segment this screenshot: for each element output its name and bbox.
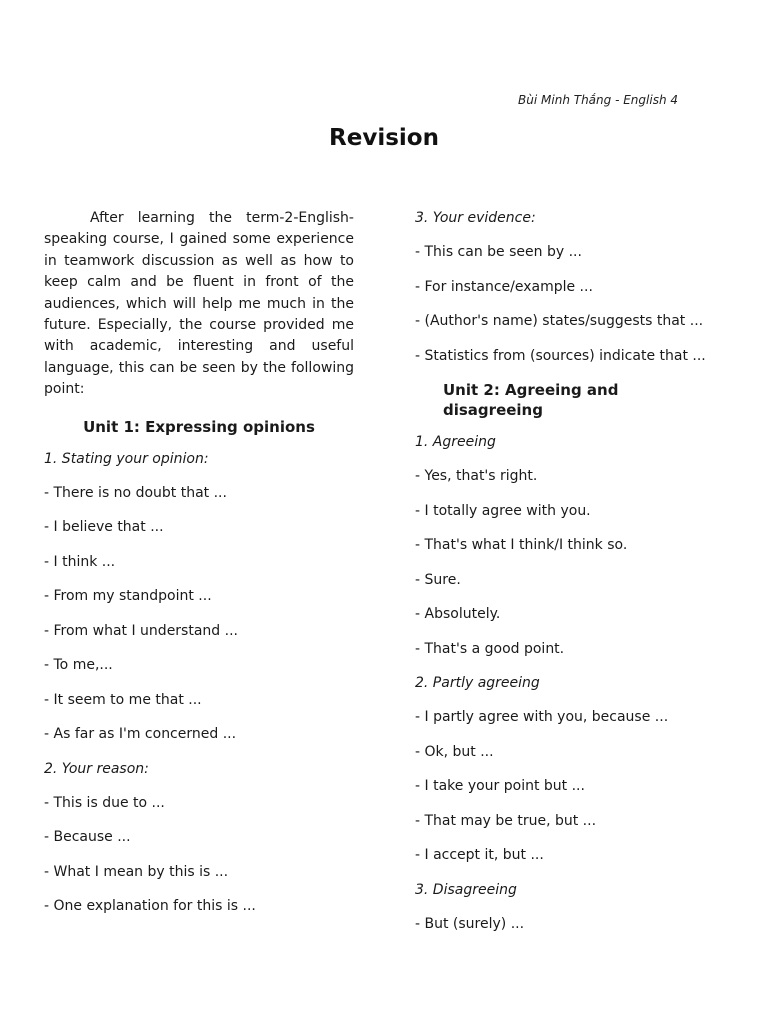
- phrase-item: - Sure.: [415, 571, 461, 588]
- intro-paragraph: After learning the term-2-English-speaking course, I gained some experience in teamwork discussion as well as how to keep calm and be fluent in front of the audiences, which will help me much in the future. Especially, the course provided me with academic, interesting and useful language, this can be seen by the following point:: [44, 210, 354, 398]
- author-line: Bùi Minh Thắng - English 4: [518, 93, 678, 107]
- phrase-item: - There is no doubt that ...: [44, 484, 227, 501]
- stating-opinion-heading: 1. Stating your opinion:: [44, 450, 209, 467]
- phrase-item: - I take your point but ...: [415, 778, 585, 794]
- phrase-item: - Because ...: [44, 829, 131, 846]
- phrase-item: - I partly agree with you, because ...: [415, 709, 669, 725]
- phrase-item: - I accept it, but ...: [415, 847, 544, 863]
- phrase-item: - That may be true, but ...: [415, 812, 597, 829]
- phrase-item: - What I mean by this is ...: [44, 863, 229, 880]
- partly-agreeing-heading: 2. Partly agreeing: [415, 675, 540, 691]
- phrase-item: - This is due to ...: [44, 794, 165, 811]
- agreeing-heading: 1. Agreeing: [415, 434, 496, 450]
- phrase-item: - From my standpoint ...: [44, 588, 212, 605]
- phrase-item: - One explanation for this is ...: [44, 898, 256, 915]
- phrase-item: - I totally agree with you.: [415, 502, 591, 519]
- phrase-item: - It seem to me that ...: [44, 691, 202, 708]
- your-evidence-heading: 3. Your evidence:: [415, 210, 536, 226]
- phrase-item: - I think ...: [44, 553, 116, 570]
- phrase-item: - Ok, but ...: [415, 743, 494, 760]
- phrase-item: - That's a good point.: [415, 640, 565, 657]
- phrase-item: - This can be seen by ...: [415, 244, 582, 260]
- page-title: Revision: [329, 125, 439, 151]
- phrase-item: - (Author's name) states/suggests that ...: [415, 313, 704, 329]
- phrase-item: - Absolutely.: [415, 606, 501, 622]
- unit1-heading: Unit 1: Expressing opinions: [83, 417, 315, 436]
- phrase-item: - To me,...: [44, 657, 113, 674]
- phrase-item: - For instance/example ...: [415, 278, 593, 295]
- phrase-item: - Yes, that's right.: [415, 468, 538, 484]
- right-column: [415, 208, 715, 948]
- your-reason-heading: 2. Your reason:: [44, 760, 149, 777]
- left-column: [44, 208, 354, 931]
- phrase-item: - Statistics from (sources) indicate that ...: [415, 347, 706, 364]
- unit2-heading: Unit 2: Agreeing and disagreeing: [443, 381, 619, 419]
- disagreeing-heading: 3. Disagreeing: [415, 881, 517, 898]
- phrase-item: - I believe that ...: [44, 519, 164, 536]
- phrase-item: - As far as I'm concerned ...: [44, 726, 237, 743]
- phrase-item: - But (surely) ...: [415, 915, 525, 932]
- phrase-item: - From what I understand ...: [44, 622, 238, 639]
- phrase-item: - That's what I think/I think so.: [415, 537, 628, 553]
